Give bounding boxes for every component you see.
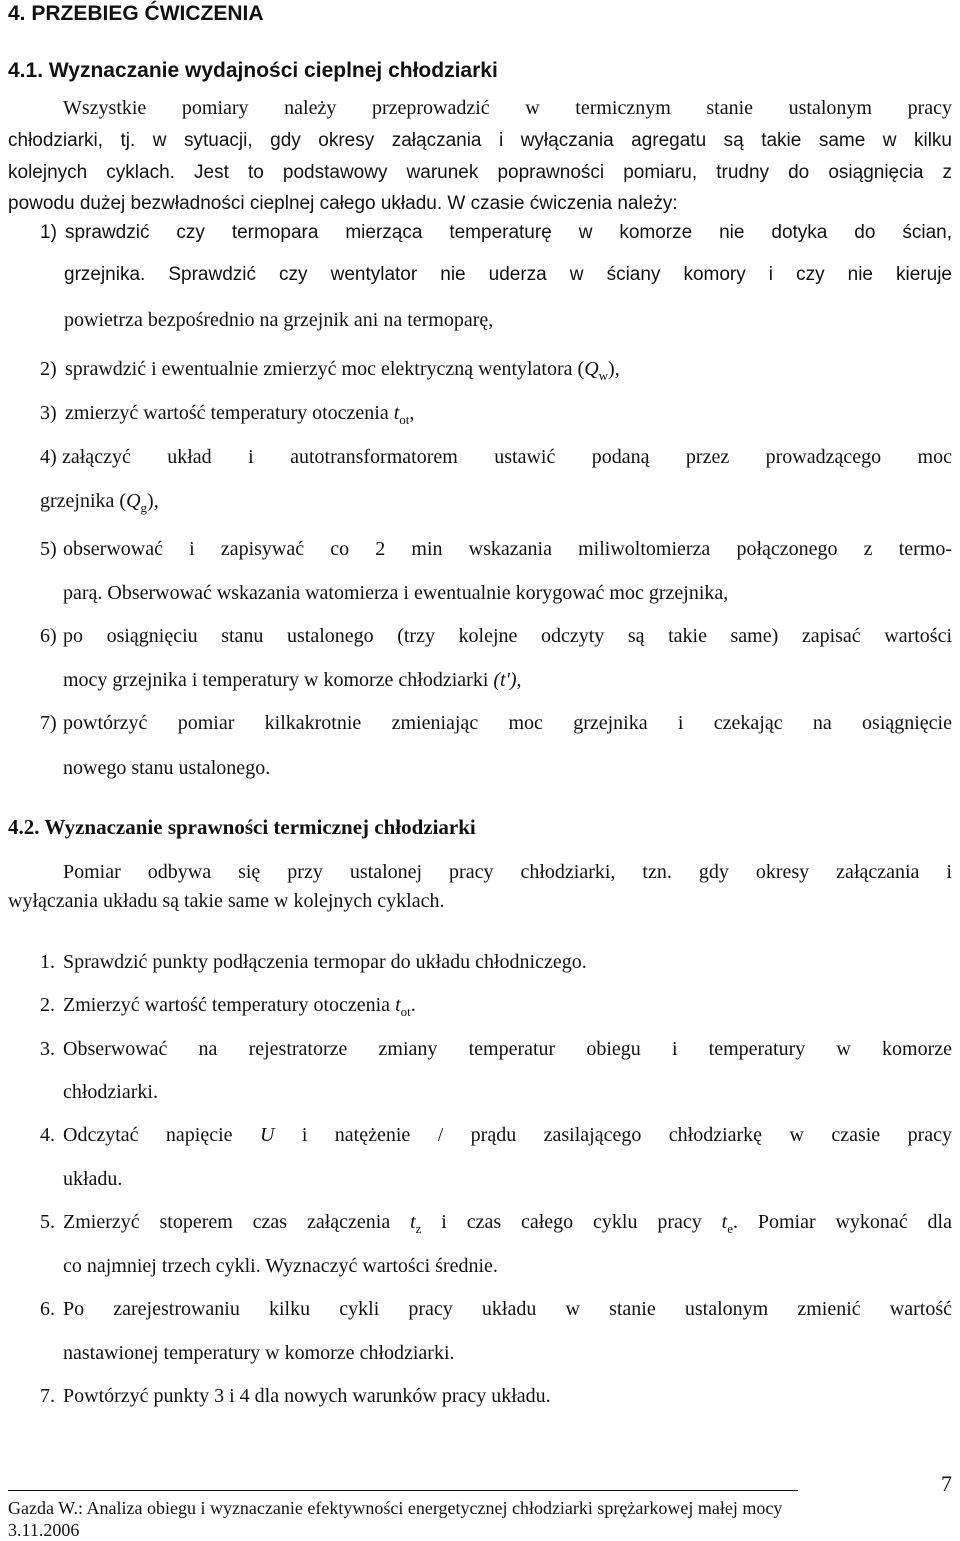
- step-text: Powtórzyć punkty 3 i 4 dla nowych warunków pracy układu.: [63, 1385, 551, 1407]
- step-text-cont: chłodziarki.: [63, 1081, 158, 1103]
- item-text: po osiągnięciu stanu ustalonego (trzy kolejne odczyty są takie same) zapisać wartości: [63, 625, 952, 647]
- symbol: t: [395, 994, 401, 1016]
- item-text-cont: [40, 489, 159, 520]
- step-number: 1.: [40, 951, 55, 973]
- step-text: Po zarejestrowaniu kilku cykli pracy układu w stanie ustalonym zmienić wartość: [63, 1298, 952, 1320]
- step-number: 3.: [40, 1038, 55, 1060]
- list-item: [40, 537, 952, 561]
- list-item: [40, 624, 952, 648]
- step-text-part: Odczytać napięcie: [63, 1124, 260, 1146]
- footer-date: 3.11.2006: [8, 1520, 80, 1540]
- step-text-part: . Pomiar wykonać dla: [732, 1211, 952, 1233]
- footer: [8, 1497, 782, 1541]
- step-item: [40, 1210, 952, 1241]
- step-text-part: i czas całego cyklu pracy: [421, 1211, 722, 1233]
- subsection-heading-4-2: 4.2. Wyznaczanie sprawności termicznej chłodziarki: [8, 815, 476, 839]
- item-text-cont: nowego stanu ustalonego.: [63, 757, 271, 779]
- item-text-cont: [63, 668, 522, 692]
- item-number: 3): [40, 402, 57, 424]
- item-number: 2): [40, 358, 57, 380]
- symbol: t: [721, 1211, 728, 1233]
- step-number: 6.: [40, 1298, 55, 1320]
- subscript: ot: [399, 412, 410, 427]
- item-number: 4): [40, 446, 57, 468]
- subscript: ot: [400, 1004, 411, 1019]
- step-number: 5.: [40, 1211, 55, 1233]
- footer-text: Gazda W.: Analiza obiegu i wyznaczanie efektywności energetycznej chłodziarki sprężarkowej małej mocy: [8, 1498, 783, 1518]
- item-text: powtórzyć pomiar kilkakrotnie zmieniając moc grzejnika i czekając na osiągnięcie: [63, 712, 952, 734]
- item-number: 7): [40, 712, 57, 734]
- item-text: sprawdzić czy termopara mierząca temperaturę w komorze nie dotyka do ścian,: [65, 222, 952, 243]
- step-text: .: [410, 994, 416, 1016]
- item-text: ,: [409, 402, 415, 424]
- step-text: [63, 1123, 952, 1147]
- step-text-part: i natężenie / prądu zasilającego chłodziarkę w czasie pracy: [274, 1124, 952, 1146]
- step-item: [40, 1297, 952, 1321]
- subsection-heading-4-1: 4.1. Wyznaczanie wydajności cieplnej chłodziarki: [8, 59, 498, 82]
- symbol: Q: [584, 358, 599, 380]
- step-number: 4.: [40, 1124, 55, 1146]
- item-text: mocy grzejnika i temperatury w komorze chłodziarki: [63, 669, 494, 691]
- step-item: [40, 1384, 551, 1408]
- symbol: t: [410, 1211, 416, 1233]
- step-text: [63, 1210, 952, 1241]
- step-text: Zmierzyć wartość temperatury otoczenia: [63, 994, 396, 1016]
- list-item: [40, 221, 952, 245]
- step-text: Sprawdzić punkty podłączenia termopar do układu chłodniczego.: [63, 951, 587, 973]
- step-text: Obserwować na rejestratorze zmiany temperatur obiegu i temperatury w komorze: [63, 1038, 952, 1060]
- page-number: 7: [941, 1471, 952, 1496]
- list-item: [40, 711, 952, 735]
- step-item: [40, 1123, 952, 1147]
- step-item: [40, 993, 416, 1024]
- symbol: U: [259, 1124, 275, 1146]
- step-text-cont: co najmniej trzech cykli. Wyznaczyć wartości średnie.: [63, 1255, 498, 1277]
- item-number: 5): [40, 538, 57, 560]
- item-number: 6): [40, 625, 57, 647]
- intro-line-3: kolejnych cyklach. Jest to podstawowy warunek poprawności pomiaru, trudny do osiągnięcia z: [8, 162, 952, 183]
- subscript: e: [727, 1221, 733, 1236]
- step-number: 2.: [40, 994, 55, 1016]
- step-text-part: Zmierzyć stoperem czas załączenia: [63, 1211, 411, 1233]
- step-number: 7.: [40, 1385, 55, 1407]
- list-item: [40, 357, 620, 388]
- intro-line-4: powodu dużej bezwładności cieplnej całego układu. W czasie ćwiczenia należy:: [8, 193, 678, 214]
- item-text: obserwować i zapisywać co 2 min wskazania miliwoltomierza połączonego z termo-: [63, 538, 952, 560]
- step-text-cont: układu.: [63, 1168, 123, 1190]
- step-item: [40, 1037, 952, 1061]
- intro-line-1: Wszystkie pomiary należy przeprowadzić w termicznym stanie ustalonym pracy: [63, 97, 952, 119]
- item-text-cont: grzejnika. Sprawdzić czy wentylator nie uderza w ściany komory i czy nie kieruje: [64, 264, 952, 285]
- item-number: 1): [40, 222, 57, 243]
- step-text-cont: nastawionej temperatury w komorze chłodziarki.: [63, 1342, 455, 1364]
- symbol: t: [393, 402, 400, 424]
- step-item: [40, 950, 587, 974]
- subscript: z: [415, 1221, 422, 1236]
- footer-divider: [8, 1490, 798, 1491]
- intro-line-2: chłodziarki, tj. w sytuacji, gdy okresy załączania i wyłączania agregatu są takie same w kilku: [8, 130, 952, 151]
- item-text: grzejnika (: [40, 490, 127, 512]
- item-text: ),: [147, 490, 159, 512]
- list-item: [40, 401, 414, 432]
- item-text-cont: powietrza bezpośrednio na grzejnik ani na termoparę,: [64, 309, 494, 331]
- subscript: g: [140, 500, 148, 515]
- item-text: ),: [608, 358, 620, 380]
- para-line-1: Pomiar odbywa się przy ustalonej pracy chłodziarki, tzn. gdy okresy załączania i: [63, 861, 952, 883]
- item-text: sprawdzić i ewentualnie zmierzyć moc elektryczną wentylatora (: [65, 358, 585, 380]
- section-heading: 4. PRZEBIEG ĆWICZENIA: [8, 2, 264, 25]
- para-line-2: wyłączania układu są takie same w kolejnych cyklach.: [8, 890, 445, 912]
- item-text-cont: parą. Obserwować wskazania watomierza i ewentualnie korygować moc grzejnika,: [63, 582, 729, 604]
- subscript: w: [598, 368, 609, 383]
- item-text: zmierzyć wartość temperatury otoczenia: [65, 402, 394, 424]
- list-item: [40, 445, 952, 469]
- item-text: załączyć układ i autotransformatorem ustawić podaną przez prowadzącego moc: [62, 446, 952, 468]
- item-text-italic: (t'),: [493, 669, 522, 691]
- symbol: Q: [126, 490, 141, 512]
